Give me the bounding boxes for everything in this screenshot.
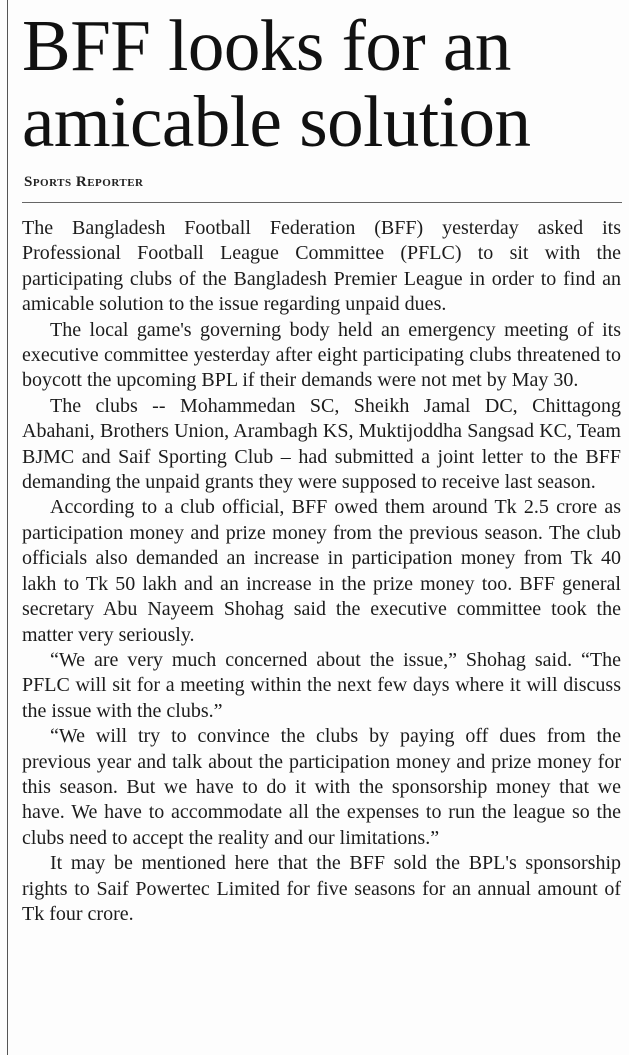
- paragraph: It may be mentioned here that the BFF sold the BPL's sponsorship rights to Saif Powertec Limited for five seasons for an annual amount of Tk four crore.: [22, 852, 621, 925]
- paragraph: The local game's governing body held an emergency meeting of its executive committee yesterday after eight participating clubs threatened to boycott the upcoming BPL if their demands were not met by May 30.: [22, 318, 621, 392]
- paragraph: “We will try to convince the clubs by paying off dues from the previous year and talk about the participation money and prize money for this season. But we have to do it with the sponsorship money that we have. We have to accommodate all the expenses to run the league so the clubs need to accept the reality and our limitations.”: [22, 725, 621, 849]
- paragraph: “We are very much concerned about the issue,” Shohag said. “The PFLC will sit for a meeting within the next few days where it will discuss the issue with the clubs.”: [22, 648, 621, 722]
- byline-divider: [22, 202, 622, 203]
- byline: Sports Reporter: [24, 174, 144, 190]
- paragraph: According to a club official, BFF owed them around Tk 2.5 crore as participation money and prize money from the previous season. The club officials also demanded an increase in participation money from Tk 40 lakh to Tk 50 lakh and an increase in the prize money too. BFF general secretary Abu Nayeem Shohag said the executive committee took the matter very seriously.: [22, 496, 621, 646]
- headline: [22, 5, 622, 162]
- headline-line-1: BFF looks for an: [22, 5, 511, 86]
- headline-line-2: amicable solution: [22, 81, 531, 162]
- paragraph: The Bangladesh Football Federation (BFF) yesterday asked its Professional Football League Committee (PFLC) to sit with the participating clubs of the Bangladesh Premier League in order to find an amicable solution to the issue regarding unpaid dues.: [22, 217, 621, 316]
- paragraph: The clubs -- Mohammedan SC, Sheikh Jamal DC, Chittagong Abahani, Brothers Union, Arambagh KS, Muktijoddha Sangsad KC, Team BJMC and Saif Sporting Club – had submitted a joint letter to the BFF demanding the unpaid grants they were supposed to receive last season.: [22, 394, 621, 494]
- column-rule: [7, 0, 8, 1055]
- article-body: [22, 216, 621, 927]
